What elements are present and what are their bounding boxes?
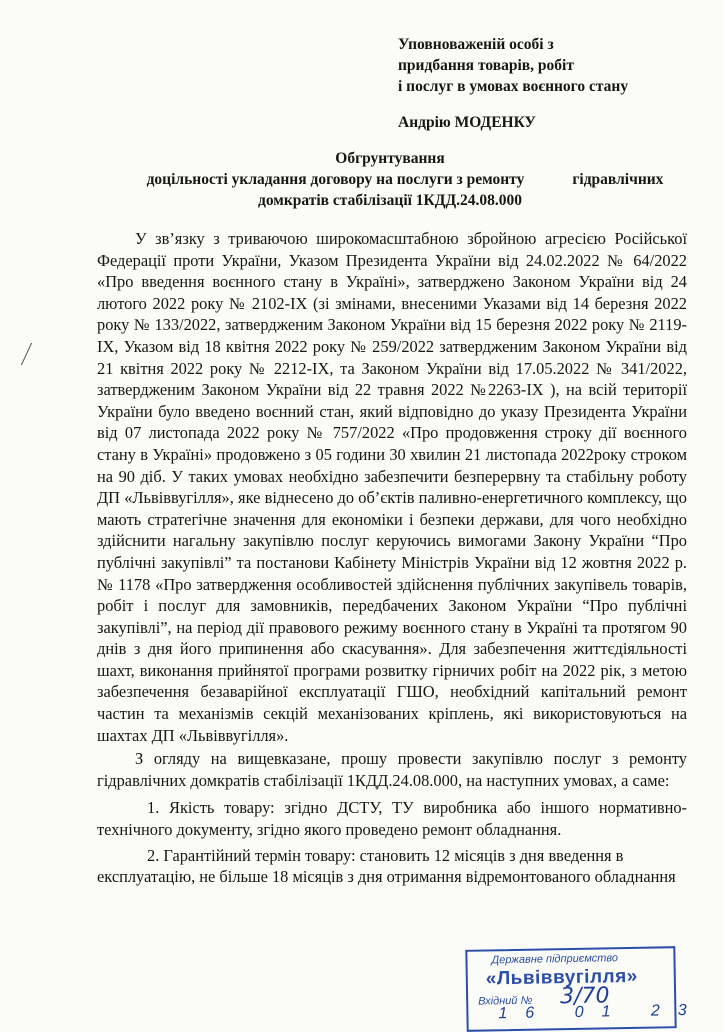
document-body [97, 228, 687, 892]
addressee-block [398, 34, 628, 97]
stamp-org-type: Державне підприємство [491, 952, 619, 967]
stamp-incoming-label: Вхідний № [478, 994, 533, 1008]
condition-item-1: 1. Якість товару: згідно ДСТУ, ТУ виробника або іншого нормативно-технічного документу, згідно якого проведено ремонт обладнання. [97, 798, 687, 840]
title-line-1: Обгрунтування [335, 150, 445, 167]
addressee-name: Андрію МОДЕНКУ [398, 114, 536, 131]
title-line-3: домкратів стабілізації 1КДД.24.08.000 [258, 192, 522, 209]
document-title [60, 148, 720, 211]
condition-item-2: 2. Гарантійний термін товару: становить 12 місяців з дня введення в експлуатацію, не більше 18 місяців з дня отримання відремонтованого обладнання [97, 845, 676, 887]
incoming-registration-stamp [465, 946, 705, 1032]
stamp-org-name: «Львіввугілля» [485, 965, 638, 990]
stamp-incoming-number: 3/70 [559, 983, 610, 1010]
body-paragraph-1: У зв’язку з триваючою широкомасштабною збройною агресією Російської Федерації проти України, Указом Президента України від 24.02.2022 № 64/2022 «Про введення воєнного стану в Україні», затверджено Законом України від 24 лютого 2022 року № 2102-IX (зі змінами, внесеними Указами від 14 березня 2022 року № 133/2022, затвердженим Законом України від 15 березня 2022 року № 2119-IX, Указом від 18 квітня 2022 року № 259/2022 затвердженим Законом України від 21 квітня 2022 року № 2212-IX, та Законом України від 17.05.2022 № 341/2022, затвердженим Законом України від 22 травня 2022 №2263-IX ), на всій території України було введено воєнний стан, який відповідно до указу Президента України від 07 листопада 2022 року № 757/2022 «Про продовження строку дії воєнного стану в Україні» продовжено з 05 години 30 хвилин 21 листопада 2022року строком на 90 діб. У таких умовах необхідно забезпечити безперервну та стабільну роботу ДП «Львіввугілля», яке віднесено до об’єктів паливно-енергетичного комплексу, що мають стратегічне значення для економіки і безпеки держави, для чого необхідно здійснити нагальну закупівлю послуг керуючись вимогами Закону України “Про публічні закупівлі” та постанови Кабінету Міністрів України від 12 жовтня 2022 р. № 1178 «Про затвердження особливостей здійснення публічних закупівель товарів, робіт і послуг для замовників, передбачених Законом України “Про публічні закупівлі”, на період дії правового режиму воєнного стану в Україні та протягом 90 днів з дня його припинення або скасування». Для забезпечення життєдіяльності шахт, виконання прийнятої програми розвитку гірничих робіт на 2022 рік, з метою забезпечення безаварійної експлуатації ГШО, необхідний капітальний ремонт частин та механізмів секцій механізованих кріплень, які використовуються на шахтах ДП «Львіввугілля». [97, 229, 687, 745]
stamp-date: 16 01 23 [498, 1001, 705, 1023]
conditions-list [97, 797, 687, 887]
addressee-line: придбання товарів, робіт [398, 57, 574, 74]
title-line-2-part-a: доцільності укладання договору на послуги з ремонту [146, 171, 525, 188]
addressee-line: і послуг в умовах воєнного стану [398, 78, 629, 95]
margin-pen-mark [21, 343, 35, 365]
body-paragraph-2: З огляду на вищевказане, прошу провести закупівлю послуг з ремонту гідравлічних домкратів стабілізації 1КДД.24.08.000, на наступних умовах, а саме: [97, 749, 687, 790]
addressee-line: Уповноваженій особі з [398, 36, 554, 53]
title-line-2 [60, 169, 720, 190]
title-line-2-part-b: гідравлічних [572, 171, 664, 188]
